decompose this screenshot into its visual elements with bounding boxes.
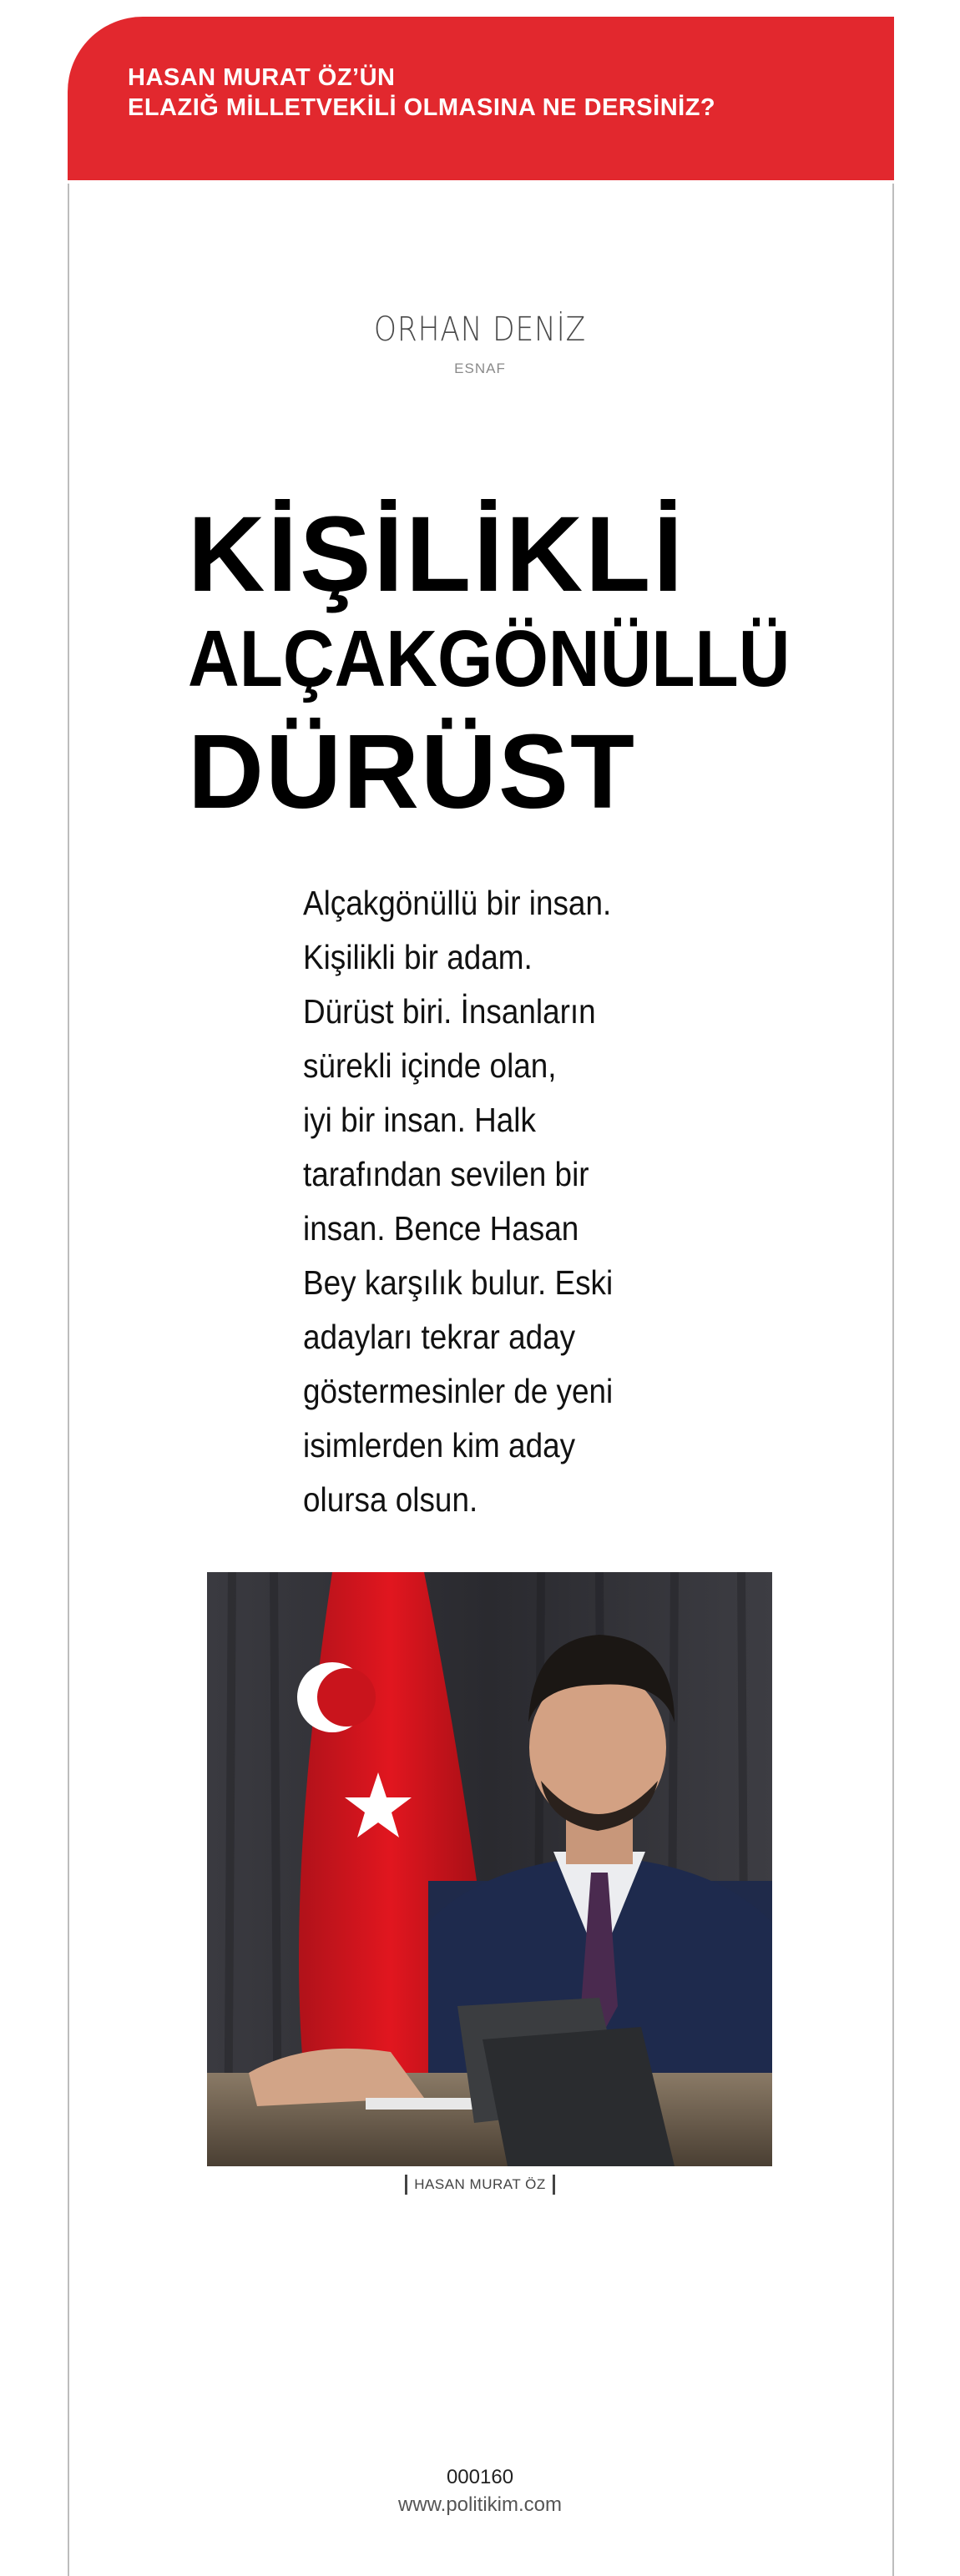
quote-line: sürekli içinde olan, [303,1046,557,1085]
frame-left-border [68,184,69,2576]
quote-line: adayları tekrar aday [303,1318,576,1356]
header-line-1: HASAN MURAT ÖZ’ÜN [128,64,396,91]
header-line-2: ELAZIĞ MİLLETVEKİLİ OLMASINA NE DERSİNİZ? [128,94,716,121]
quote-line: olursa olsun. [303,1480,478,1519]
quote-line: Kişilikli bir adam. [303,938,533,976]
quote-line: göstermesinler de yeni [303,1372,614,1410]
photo-caption [0,2175,960,2195]
frame-right-border [892,184,894,2576]
headline-word-3: DÜRÜST [188,713,636,830]
caption-bar-left [405,2175,407,2195]
headline-word-2: ALÇAKGÖNÜLLÜ [188,614,791,703]
author-name: ORHAN DENİZ [373,310,587,349]
portrait-photo [207,1572,772,2166]
quote-line: Bey karşılık bulur. Eski [303,1263,614,1302]
caption-bar-right [553,2175,555,2195]
quote-line: Dürüst biri. İnsanların [303,992,596,1031]
caption-text: HASAN MURAT ÖZ [414,2176,546,2192]
quote-body [303,876,649,1527]
footer-url: www.politikim.com [397,2493,563,2516]
author-role: ESNAF [454,360,506,376]
quote-line: tarafından sevilen bir [303,1155,589,1193]
quote-line: isimlerden kim aday [303,1426,576,1464]
quote-line: Alçakgönüllü bir insan. [303,884,612,922]
headline-word-1: KİŞİLİKLİ [188,495,685,614]
quote-line: insan. Bence Hasan [303,1209,579,1248]
header-banner [68,17,894,180]
quote-line: iyi bir insan. Halk [303,1101,536,1139]
footer-code: 000160 [446,2466,514,2488]
